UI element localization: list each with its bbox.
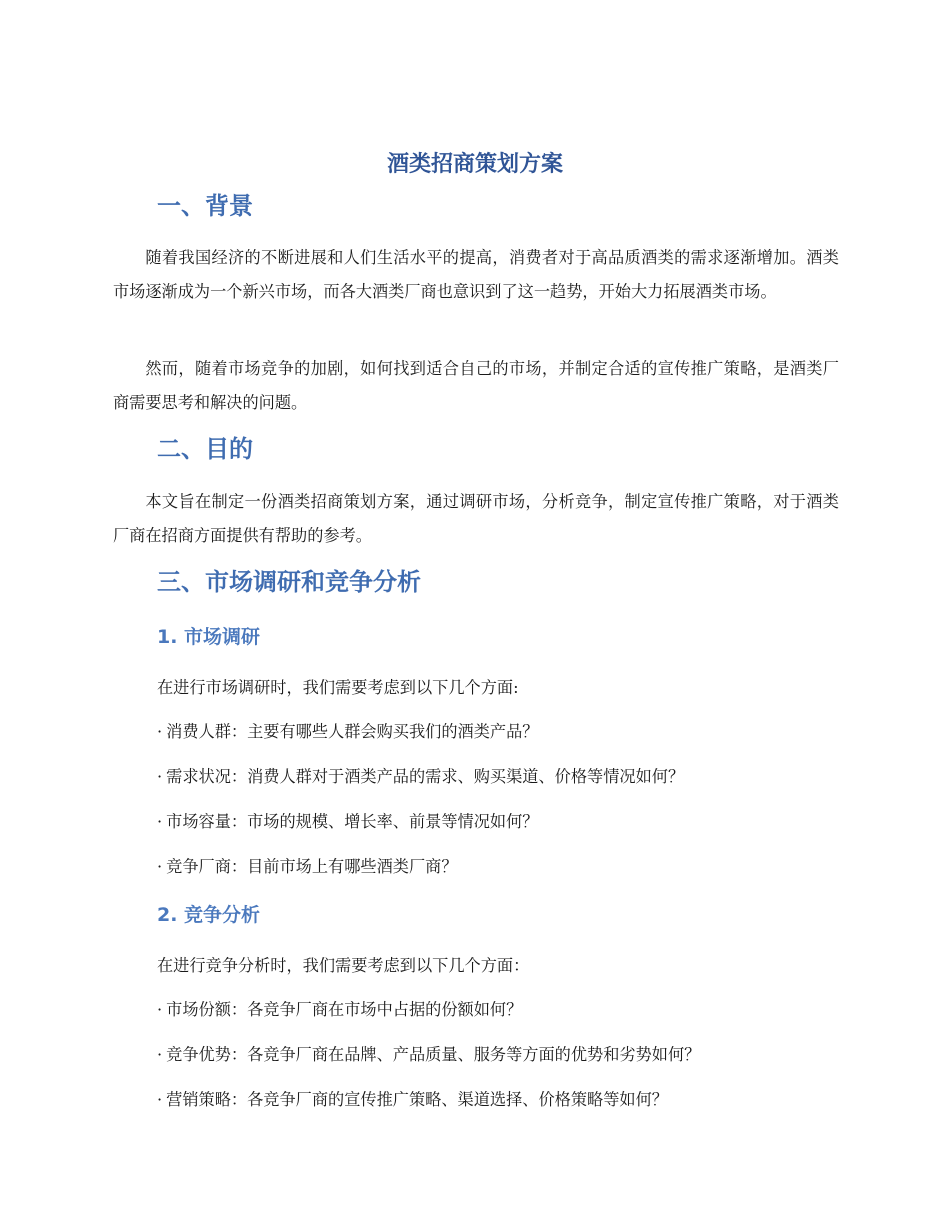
document-title: 酒类招商策划方案 xyxy=(386,152,563,177)
list-item-text: 市场容量：市场的规模、增长率、前景等情况如何？ xyxy=(166,812,539,831)
list-item xyxy=(157,719,538,745)
bullet-icon: · xyxy=(157,1090,163,1109)
bullet-icon: · xyxy=(157,1045,163,1064)
list-item-text: 需求状况：消费人群对于酒类产品的需求、购买渠道、价格等情况如何？ xyxy=(166,767,685,786)
list-item-text: 竞争厂商：目前市场上有哪些酒类厂商？ xyxy=(166,857,458,876)
background-paragraph-2: 然而，随着市场竞争的加剧，如何找到适合自己的市场，并制定合适的宣传推广策略，是酒类厂商需要思考和解决的问题。 xyxy=(113,359,839,412)
section-heading-background: 一、背景 xyxy=(157,192,253,220)
list-item xyxy=(157,764,684,790)
bullet-icon: · xyxy=(157,1000,163,1019)
section-heading-research: 三、市场调研和竞争分析 xyxy=(157,568,421,596)
list-item-text: 竞争优势：各竞争厂商在品牌、产品质量、服务等方面的优势和劣势如何？ xyxy=(166,1045,701,1064)
subsection-heading-market-research: 1. 市场调研 xyxy=(157,626,261,648)
list-item xyxy=(157,854,458,880)
purpose-paragraph: 本文旨在制定一份酒类招商策划方案，通过调研市场，分析竞争，制定宣传推广策略，对于酒类厂商在招商方面提供有帮助的参考。 xyxy=(113,492,839,545)
list-item xyxy=(157,809,538,835)
list-item-text: 市场份额：各竞争厂商在市场中占据的份额如何？ xyxy=(166,1000,523,1019)
list-item-text: 消费人群：主要有哪些人群会购买我们的酒类产品？ xyxy=(166,722,539,741)
section-heading-purpose: 二、目的 xyxy=(157,435,253,463)
bullet-icon: · xyxy=(157,857,163,876)
background-paragraph-1: 随着我国经济的不断进展和人们生活水平的提高，消费者对于高品质酒类的需求逐渐增加。酒类市场逐渐成为一个新兴市场，而各大酒类厂商也意识到了这一趋势，开始大力拓展酒类市场。 xyxy=(113,248,839,301)
list-item-text: 营销策略：各竞争厂商的宣传推广策略、渠道选择、价格策略等如何？ xyxy=(166,1090,668,1109)
market-research-intro: 在进行市场调研时，我们需要考虑到以下几个方面: xyxy=(157,678,519,697)
list-item xyxy=(157,1042,700,1068)
list-item xyxy=(157,1087,668,1113)
bullet-icon: · xyxy=(157,812,163,831)
competition-analysis-intro: 在进行竞争分析时，我们需要考虑到以下几个方面： xyxy=(157,956,530,975)
subsection-heading-competition-analysis: 2. 竞争分析 xyxy=(157,904,261,926)
bullet-icon: · xyxy=(157,767,163,786)
bullet-icon: · xyxy=(157,722,163,741)
list-item xyxy=(157,997,522,1023)
